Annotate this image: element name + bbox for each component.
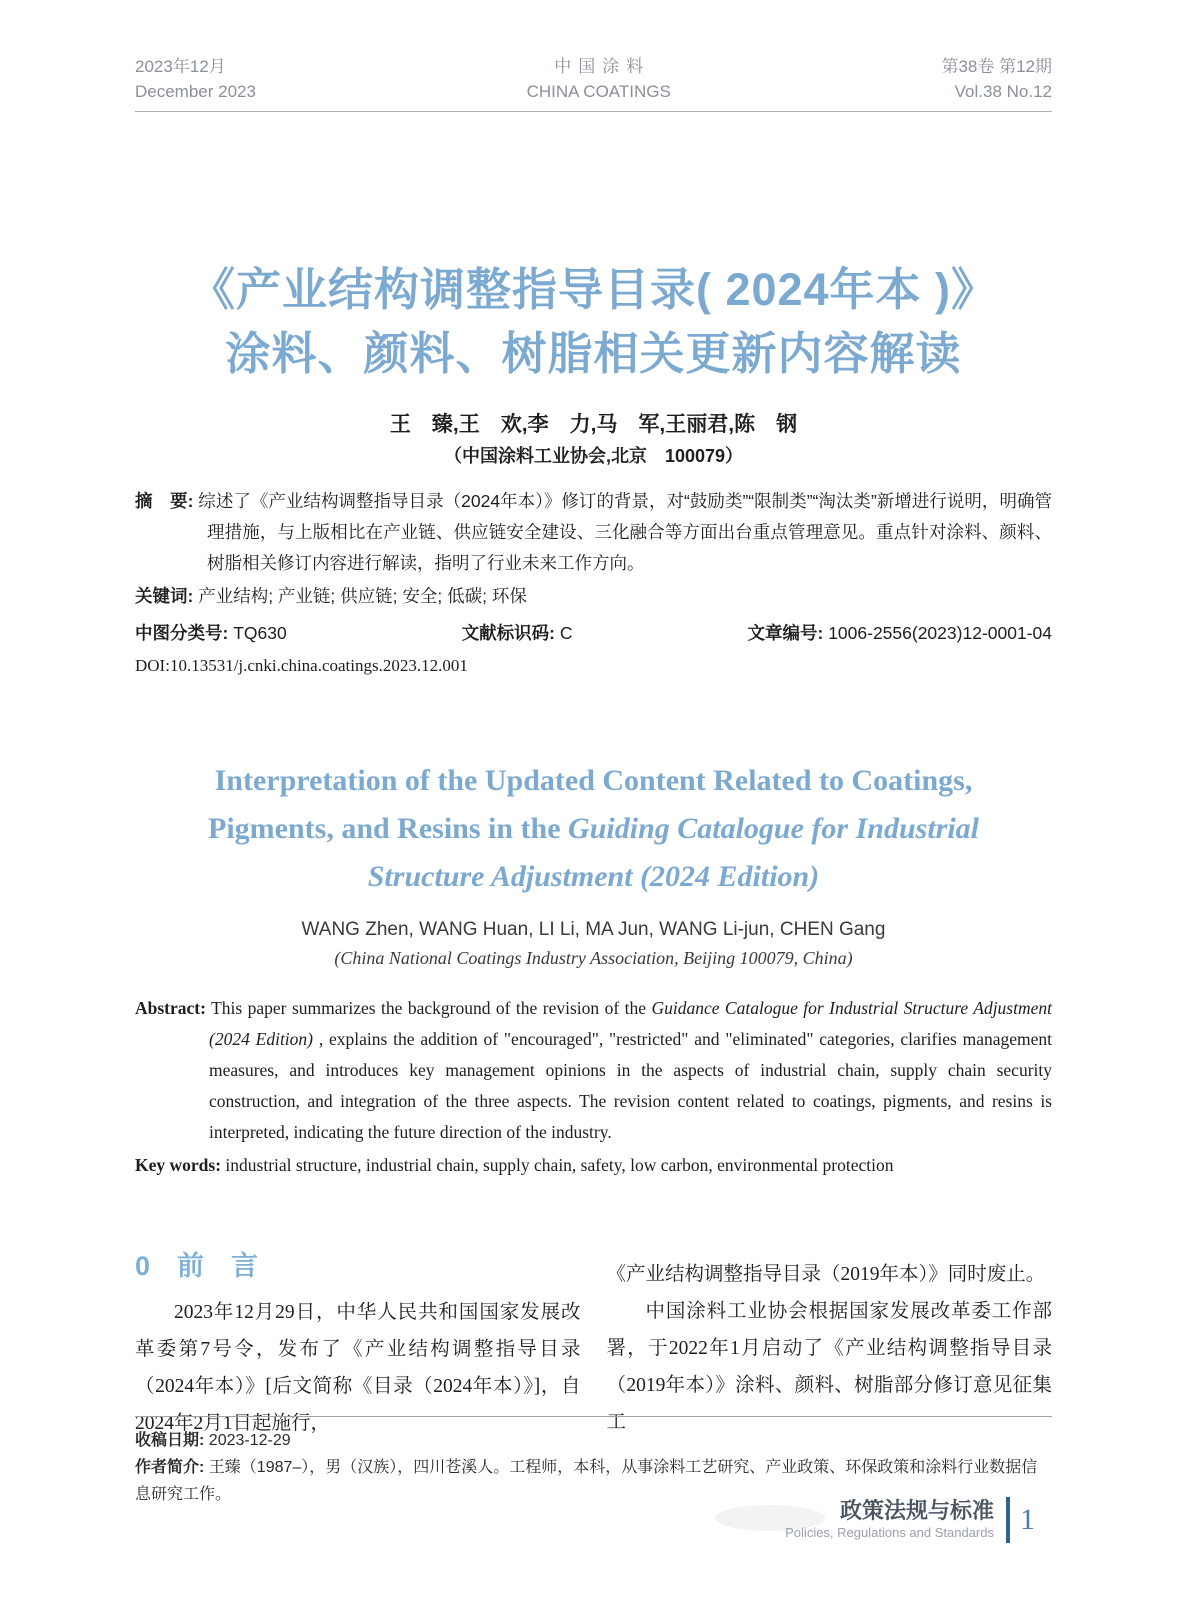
journal-name-en: CHINA COATINGS xyxy=(526,82,671,101)
article-title-en-line2: Pigments, and Resins in the xyxy=(208,811,569,845)
keywords-zh-label: 关键词: xyxy=(135,585,194,606)
journal-name-zh: 中国涂料 xyxy=(554,57,651,76)
received-date: 收稿日期: 2023-12-29 xyxy=(135,1432,291,1449)
affiliation-zh: （中国涂料工业协会,北京 100079） xyxy=(443,445,744,466)
header-volume-zh: 第38卷 第12期 xyxy=(941,57,1052,76)
page-footer xyxy=(785,1497,1035,1543)
keywords-en-label: Key words: xyxy=(135,1154,222,1175)
article-title-zh-line1: 《产业结构调整指导目录( 2024年本 )》 xyxy=(189,264,998,315)
section-0 xyxy=(135,1246,1052,1442)
abstract-en-label: Abstract: xyxy=(135,997,206,1018)
keywords-zh xyxy=(135,581,1052,611)
doi: DOI:10.13531/j.cnki.china.coatings.2023.12.001 xyxy=(135,655,468,675)
document-code: 文献标识码: C xyxy=(461,622,573,643)
page-number: 1 xyxy=(1020,1503,1035,1536)
keywords-zh-text: 产业结构; 产业链; 供应链; 安全; 低碳; 环保 xyxy=(198,585,527,606)
keywords-en-text: industrial structure, industrial chain, supply chain, safety, low carbon, environmental protection xyxy=(221,1154,894,1175)
authors-en: WANG Zhen, WANG Huan, LI Li, MA Jun, WANG Li-jun, CHEN Gang xyxy=(301,918,886,940)
header-date xyxy=(135,54,256,104)
article-title-zh-line2: 涂料、颜料、树脂相关更新内容解读 xyxy=(225,327,962,379)
article-title-en-line2-italic: Guiding Catalogue for Industrial xyxy=(568,811,979,845)
header-date-zh: 2023年12月 xyxy=(135,57,226,76)
article-id: 文章编号: 1006-2556(2023)12-0001-04 xyxy=(747,622,1052,643)
article-title-en xyxy=(135,757,1052,901)
journal-name xyxy=(527,54,671,104)
clc-number: 中图分类号: TQ630 xyxy=(135,622,287,643)
affiliation-en: (China National Coatings Industry Association, Beijing 100079, China) xyxy=(334,947,853,968)
abstract-en-text-1: This paper summarizes the background of the revision of the xyxy=(205,997,652,1018)
header-date-en: December 2023 xyxy=(135,82,256,101)
keywords-en xyxy=(135,1150,1052,1180)
abstract-en-text-italic: Guidance Catalogue for Industrial Structure Adjustment (2024 Edition) xyxy=(209,997,1052,1049)
meta-row xyxy=(135,619,1052,647)
footnote-block xyxy=(135,1416,1052,1508)
footer-column-title-en: Policies, Regulations and Standards xyxy=(785,1525,994,1540)
running-head xyxy=(135,0,1052,112)
paragraph: 中国涂料工业协会根据国家发展改革委工作部署，于2022年1月启动了《产业结构调整指导目录（2019年本）》涂料、颜料、树脂部分修订意见征集工 xyxy=(606,1300,1052,1433)
article-title-en-line1: Interpretation of the Updated Content Related to Coatings, xyxy=(214,763,973,797)
abstract-zh-label: 摘 要: xyxy=(135,490,194,511)
footer-column-title xyxy=(785,1498,994,1542)
column-right xyxy=(607,1246,1053,1442)
header-volume-en: Vol.38 No.12 xyxy=(954,82,1052,101)
paragraph: 《产业结构调整指导目录（2019年本）》同时废止。 xyxy=(606,1263,1046,1285)
abstract-zh xyxy=(135,486,1052,579)
article-title-en-line3-italic: Structure Adjustment (2024 Edition) xyxy=(367,859,820,893)
column-left xyxy=(135,1246,581,1442)
paragraph: 2023年12月29日，中华人民共和国国家发展改革委第7号令，发布了《产业结构调整指导目录（2024年本）》[后文简称《目录（2024年本）》]，自2024年2月1日起施行， xyxy=(135,1301,581,1434)
abstract-zh-text: 综述了《产业结构调整指导目录（2024年本）》修订的背景，对“鼓励类”“限制类”“淘汰类”新增进行说明，明确管理措施，与上版相比在产业链、供应链安全建设、三化融合等方面出台重点管理意见。重点针对涂料、颜料、树脂相关修订内容进行解读，指明了行业未来工作方向。 xyxy=(198,490,1052,573)
header-volume xyxy=(941,54,1052,104)
abstract-en-text-2: , explains the addition of "encouraged", "restricted" and "eliminated" categories, clarifies management measures, and introduces key management opinions in the aspects of industrial chain, supply chain security construction, and integration of the three aspects. The revision content related to coatings, pigments, and resins is interpreted, indicating the future direction of the industry. xyxy=(209,1028,1052,1142)
footer-column-title-zh: 政策法规与标准 xyxy=(839,1498,994,1523)
author-bio: 作者简介: 王臻（1987–），男（汉族），四川苍溪人。工程师，本科，从事涂料工艺研究、产业政策、环保政策和涂料行业数据信息研究工作。 xyxy=(135,1459,1038,1503)
article-title-zh xyxy=(135,258,1052,386)
authors-zh: 王 臻,王 欢,李 力,马 军,王丽君,陈 钢 xyxy=(389,412,798,436)
footer-divider-bar xyxy=(1006,1497,1010,1543)
abstract-en xyxy=(135,993,1052,1148)
section-0-heading: 0 前 言 xyxy=(135,1250,259,1281)
